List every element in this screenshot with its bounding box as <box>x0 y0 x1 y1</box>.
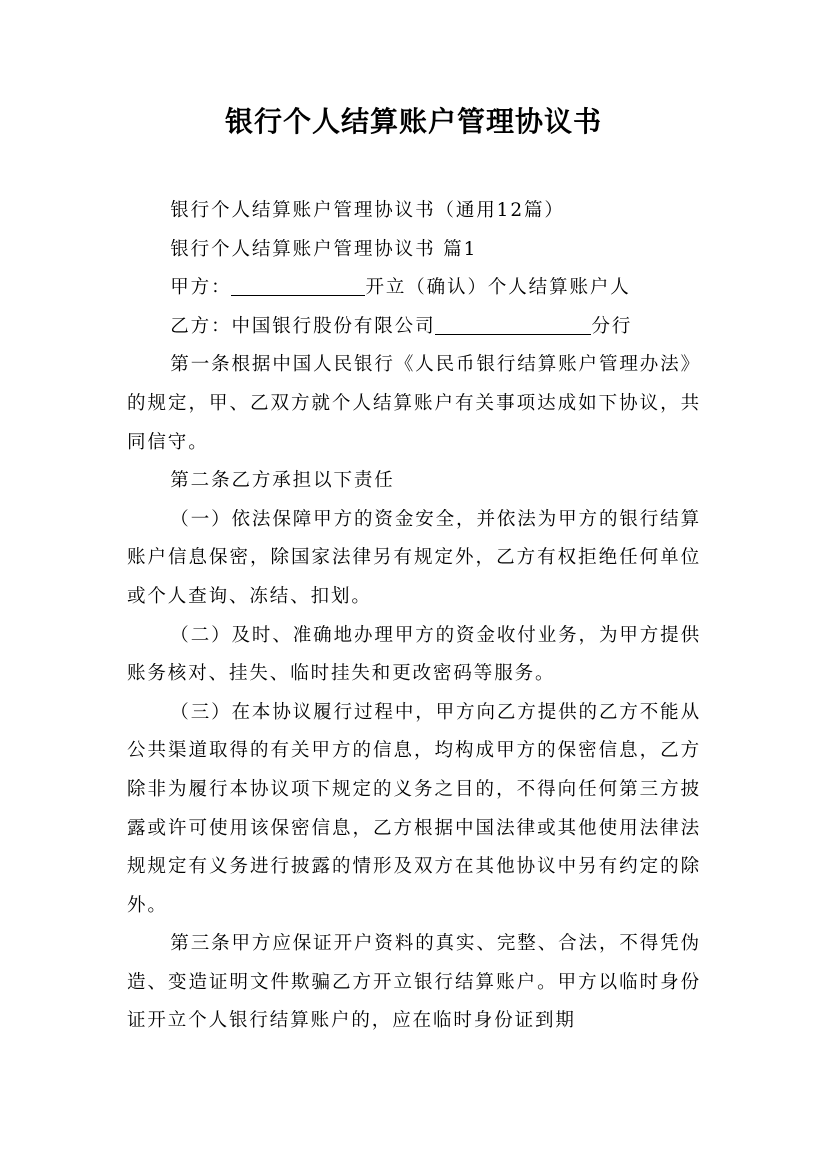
party-a-suffix: 开立（确认）个人结算账户人 <box>365 277 631 299</box>
party-b-suffix: 分行 <box>591 315 633 337</box>
paragraph-subtitle: 银行个人结算账户管理协议书（通用12篇） <box>170 200 565 221</box>
party-a-line <box>127 269 701 308</box>
party-a-blank-field <box>231 277 365 297</box>
document-title: 银行个人结算账户管理协议书 <box>224 105 602 138</box>
paragraph-article-2: 第二条乙方承担以下责任 <box>170 470 395 492</box>
paragraph-article-3: 第三条甲方应保证开户资料的真实、完整、合法，不得凭伪造、变造证明文件欺骗乙方开立银行结算账户。甲方以临时身份证开立个人银行结算账户的，应在临时身份证到期 <box>127 933 701 1032</box>
document-body <box>127 192 701 1041</box>
paragraph-clause-1: （一）依法保障甲方的资金安全，并依法为甲方的银行结算账户信息保密，除国家法律另有规定外，乙方有权拒绝任何单位或个人查询、冻结、扣划。 <box>127 508 701 607</box>
party-b-label: 乙方：中国银行股份有限公司 <box>170 315 436 337</box>
paragraph-article-1: 第一条根据中国人民银行《人民币银行结算账户管理办法》的规定，甲、乙双方就个人结算账户有关事项达成如下协议，共同信守。 <box>127 354 701 453</box>
paragraph-clause-3: （三）在本协议履行过程中，甲方向乙方提供的乙方不能从公共渠道取得的有关甲方的信息，均构成甲方的保密信息，乙方除非为履行本协议项下规定的义务之目的，不得向任何第三方披露或许可使用该保密信息，乙方根据中国法律或其他使用法律法规规定有义务进行披露的情形及双方在其他协议中另有约定的除外。 <box>127 701 701 916</box>
paragraph-section-heading: 银行个人结算账户管理协议书 篇1 <box>170 238 478 260</box>
paragraph-clause-2: （二）及时、准确地办理甲方的资金收付业务，为甲方提供账务核对、挂失、临时挂失和更改密码等服务。 <box>127 624 701 685</box>
party-a-label: 甲方： <box>170 277 232 299</box>
party-b-line <box>127 308 701 347</box>
party-b-blank-field <box>435 315 591 335</box>
